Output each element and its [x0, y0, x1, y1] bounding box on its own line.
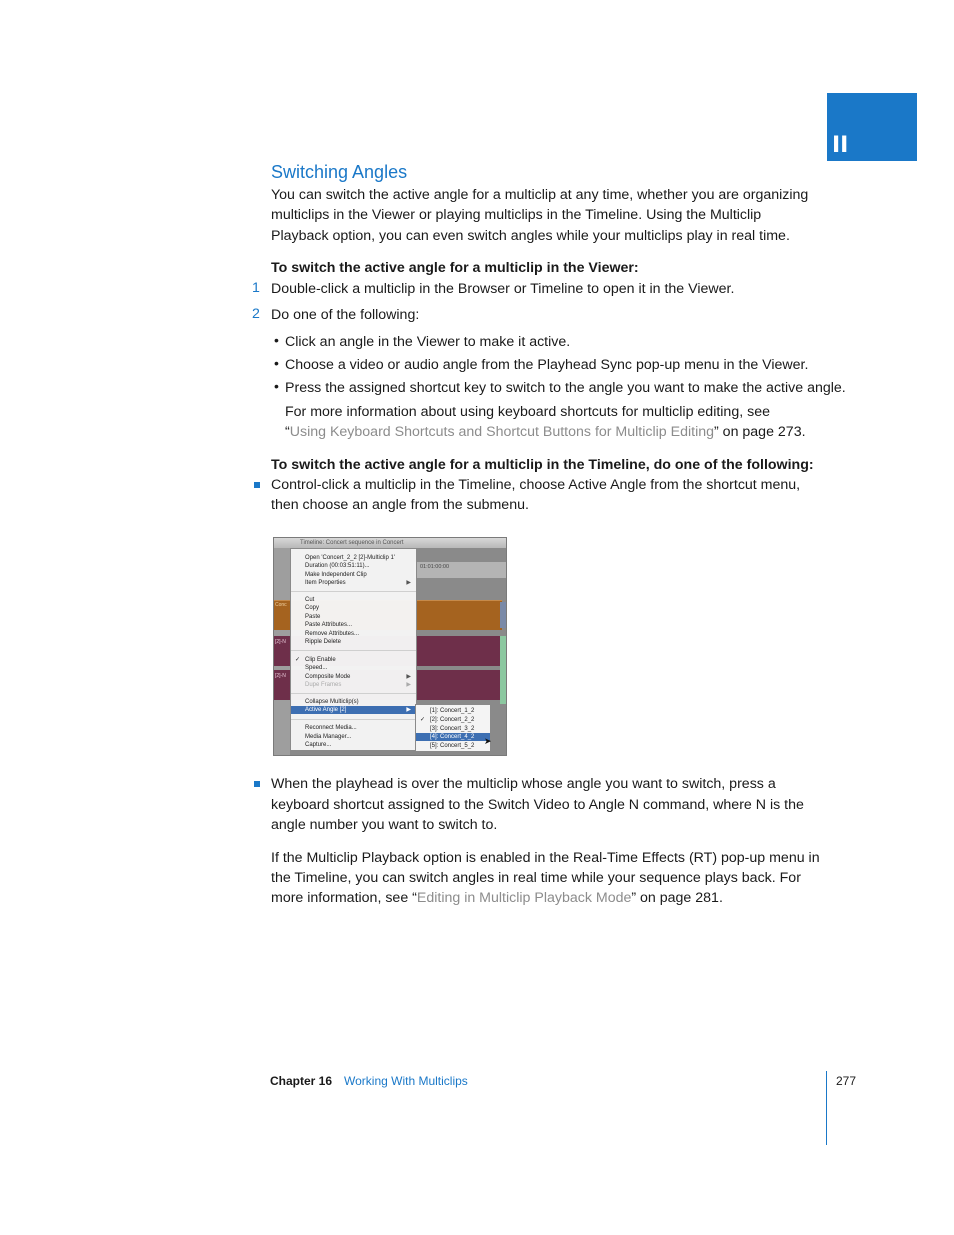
menu-item-active-angle[interactable]: Active Angle [2]: [291, 706, 416, 714]
closing-prefix: more information, see “: [271, 890, 417, 906]
menu-item[interactable]: Media Manager...: [305, 734, 352, 740]
menu-item[interactable]: Paste: [305, 614, 321, 620]
active-angle-submenu: [415, 704, 491, 752]
part-tab: [827, 93, 917, 161]
menu-item[interactable]: Capture...: [305, 742, 332, 748]
menu-item[interactable]: Collapse Multiclip(s): [305, 699, 359, 705]
menu-item[interactable]: Clip Enable: [305, 657, 336, 663]
part-tab-label: II: [832, 133, 849, 158]
bullet-item: Choose a video or audio angle from the Playhead Sync pop-up menu in the Viewer.: [285, 357, 809, 373]
section-heading: Switching Angles: [271, 162, 408, 182]
more-info-reference: [285, 422, 806, 443]
menu-item[interactable]: Ripple Delete: [305, 639, 342, 645]
track-edge: [500, 602, 507, 628]
square-bullet: [254, 781, 260, 787]
cross-reference-link[interactable]: Editing in Multiclip Playback Mode: [416, 890, 632, 906]
submenu-arrow-icon: ▶: [406, 707, 411, 713]
menu-item[interactable]: Cut: [305, 597, 315, 603]
step-text: Do one of the following:: [271, 307, 420, 323]
option1-line-1: Control-click a multiclip in the Timeline, choose Active Angle from the shortcut menu,: [271, 477, 801, 493]
menu-item[interactable]: Make Independent Clip: [305, 572, 367, 578]
menu-item[interactable]: Speed...: [305, 665, 328, 671]
menu-separator: [291, 693, 416, 694]
menu-item[interactable]: Duration (00:03:51:11)...: [305, 563, 370, 569]
menu-item[interactable]: Composite Mode: [305, 674, 351, 680]
menu-item[interactable]: Reconnect Media...: [305, 725, 357, 731]
menu-item[interactable]: Remove Attributes...: [305, 631, 360, 637]
clip-label: Conc: [275, 602, 287, 608]
menu-item[interactable]: Open 'Concert_2_2 [2]-Multiclip 1': [305, 555, 396, 561]
footer-chapter-title: Working With Multiclips: [344, 1074, 468, 1088]
bullet-item: Press the assigned shortcut key to switch to the angle you want to make the active angle.: [285, 380, 846, 396]
closing-line-1: If the Multiclip Playback option is enabled in the Real-Time Effects (RT) pop-up menu in: [271, 850, 820, 866]
option2-line-1: When the playhead is over the multiclip whose angle you want to switch, press a: [271, 776, 776, 792]
menu-separator: [291, 591, 416, 592]
viewer-task-heading: To switch the active angle for a multiclip in the Viewer:: [271, 260, 639, 276]
bullet-dot: •: [274, 378, 279, 394]
open-quote: “: [285, 424, 290, 440]
menu-item[interactable]: Paste Attributes...: [305, 622, 353, 628]
timeline-task-heading: To switch the active angle for a multiclip in the Timeline, do one of the following:: [271, 457, 814, 473]
track-edge: [500, 636, 507, 704]
menu-item[interactable]: Item Properties: [305, 580, 346, 586]
submenu-item[interactable]: [5]: Concert_5_2: [430, 743, 475, 749]
mouse-pointer-icon: ➤: [484, 736, 492, 746]
clip-label: [2]-N: [275, 639, 286, 645]
step-number: 2: [252, 306, 260, 322]
submenu-item[interactable]: [2]: Concert_2_2: [430, 717, 475, 723]
checkmark-icon: ✓: [420, 717, 426, 723]
square-bullet: [254, 482, 260, 488]
step-number: 1: [252, 280, 260, 296]
option2-line-3: angle number you want to switch to.: [271, 817, 498, 833]
more-info-line: For more information about using keyboard shortcuts for multiclip editing, see: [285, 404, 770, 420]
intro-line-3: Playback option, you can even switch angles while your multiclips play in real time.: [271, 228, 790, 244]
submenu-arrow-icon: ▶: [406, 682, 411, 688]
menu-separator: [291, 650, 416, 651]
page-number: 277: [836, 1074, 857, 1088]
submenu-arrow-icon: ▶: [406, 580, 411, 586]
clip-label: [2]-N: [275, 673, 286, 679]
bullet-item: Click an angle in the Viewer to make it active.: [285, 334, 571, 350]
bullet-dot: •: [274, 355, 279, 371]
submenu-item-selected[interactable]: [4]: Concert_4_2: [416, 733, 490, 741]
closing-line-3: [271, 888, 723, 909]
option2-line-2: keyboard shortcut assigned to the Switch Video to Angle N command, where N is the: [271, 797, 804, 813]
option1-line-2: then choose an angle from the submenu.: [271, 497, 529, 513]
closing-line-2: the Timeline, you can switch angles in real time while your sequence plays back. For: [271, 870, 801, 886]
submenu-arrow-icon: ▶: [406, 674, 411, 680]
shortcut-menu: [290, 548, 417, 751]
submenu-item[interactable]: [3]: Concert_3_2: [430, 726, 475, 732]
step-text: Double-click a multiclip in the Browser or Timeline to open it in the Viewer.: [271, 281, 735, 297]
intro-line-2: multiclips in the Viewer or playing multiclips in the Timeline. Using the Multiclip: [271, 207, 762, 223]
footer-chapter: Chapter 16: [270, 1074, 333, 1088]
timeline-shortcut-menu-screenshot: [273, 537, 507, 756]
footer-divider: [826, 1071, 827, 1145]
page-reference: ” on page 281.: [631, 890, 723, 906]
timeline-ruler: 01:01:00:00: [414, 562, 507, 578]
submenu-item[interactable]: [1]: Concert_1_2: [430, 708, 475, 714]
page-reference: ” on page 273.: [714, 424, 806, 440]
menu-item-disabled: Dupe Frames: [305, 682, 342, 688]
menu-separator: [291, 719, 416, 720]
timeline-window-title: Timeline: Concert sequence in Concert: [274, 538, 507, 548]
intro-line-1: You can switch the active angle for a multiclip at any time, whether you are organizing: [271, 187, 809, 203]
checkmark-icon: ✓: [295, 657, 301, 663]
menu-item[interactable]: Copy: [305, 605, 320, 611]
bullet-dot: •: [274, 332, 279, 348]
cross-reference-link[interactable]: Using Keyboard Shortcuts and Shortcut Buttons for Multiclip Editing: [289, 424, 715, 440]
